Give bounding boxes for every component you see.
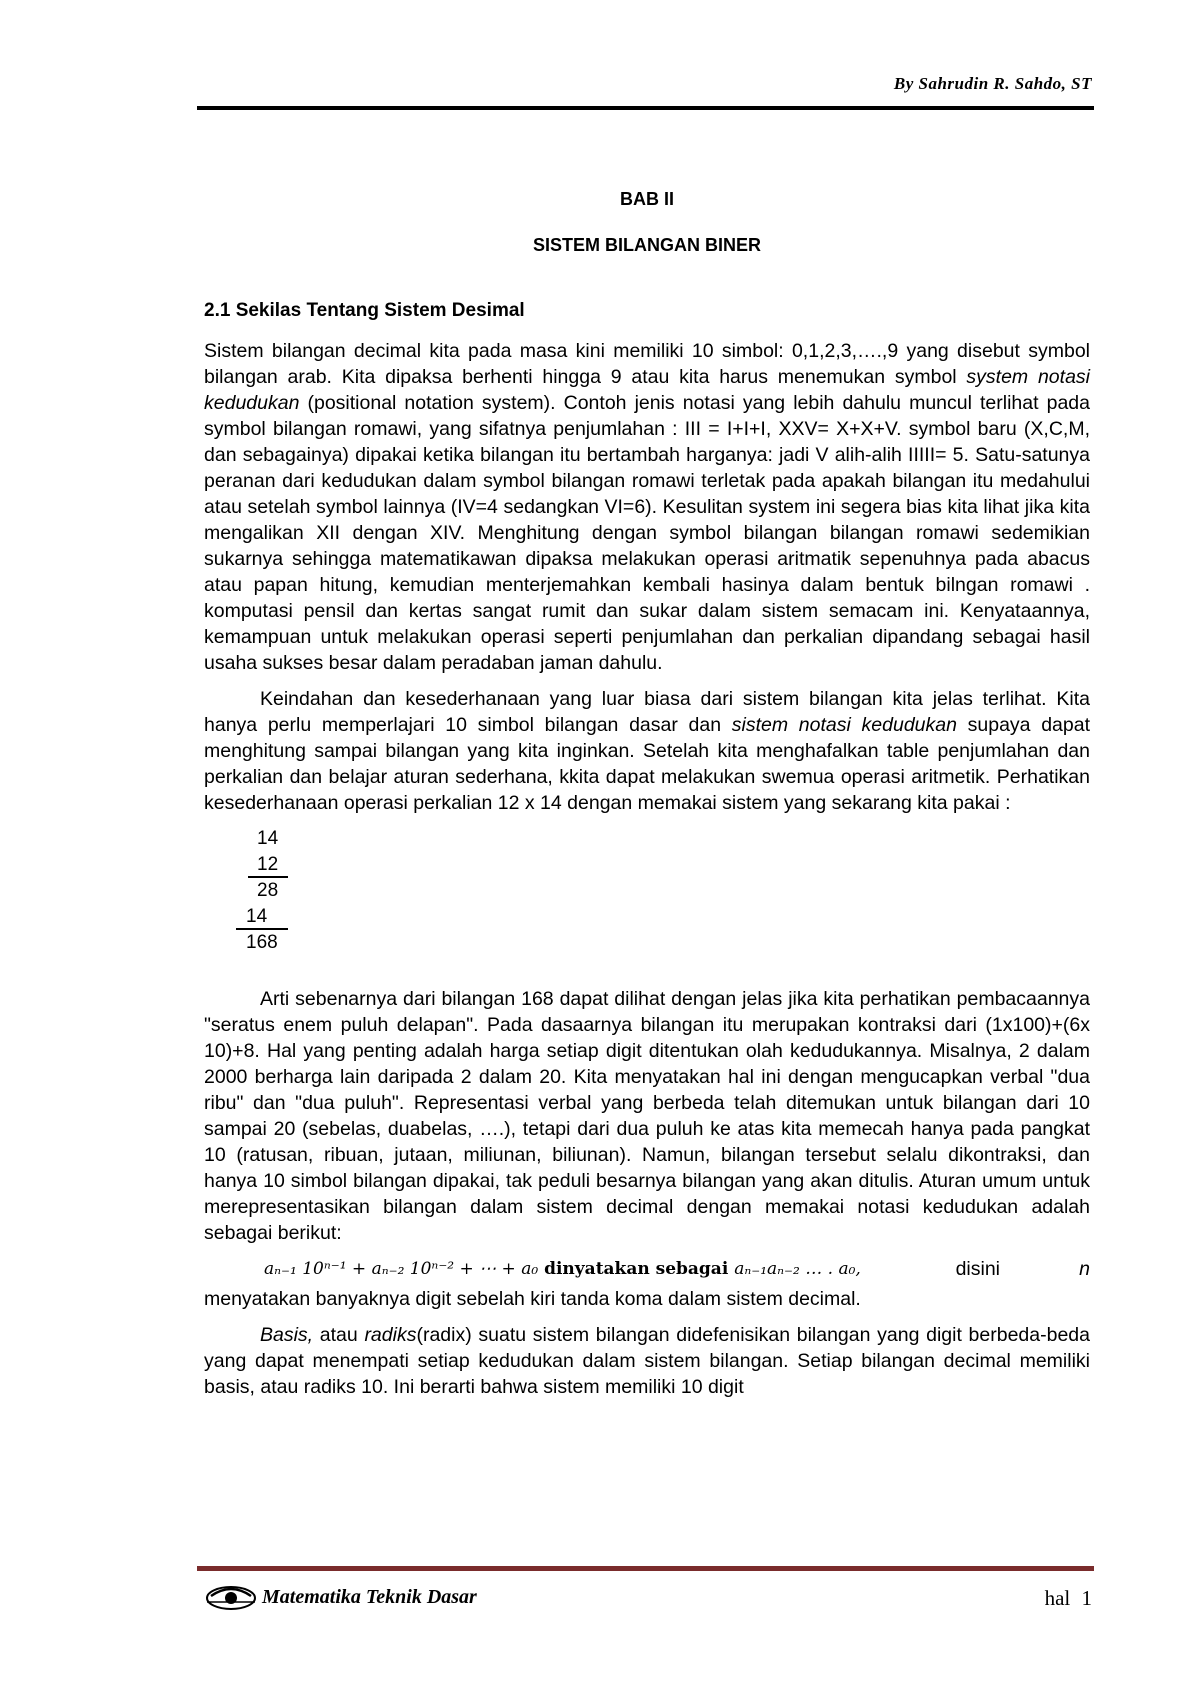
calc-partial-1: 28 (257, 880, 279, 901)
calc-multiplicand: 14 (257, 828, 279, 849)
paragraph-2 (204, 686, 1090, 816)
section-title: 2.1 Sekilas Tentang Sistem Desimal (204, 300, 525, 321)
paragraph-text: Sistem bilangan decimal kita pada masa kini memiliki 10 simbol: 0,1,2,3,….,9 yang disebut symbol bilangan arab. Kita dipaksa berhenti hingga 9 atau kita harus menemukan symbol (204, 340, 1090, 388)
paragraph-1 (204, 338, 1090, 676)
university-logo-icon (205, 1580, 257, 1612)
multiplication-example (204, 826, 1090, 958)
chapter-number: BAB II (620, 189, 674, 209)
formula-line (204, 1256, 1090, 1286)
header-author: By Sahrudin R. Sahdo, ST (893, 74, 1092, 93)
emphasis-text: system notasi kedudukan (204, 366, 1090, 414)
formula-variable: n (1079, 1258, 1090, 1280)
positional-notation-formula (264, 1256, 861, 1282)
formula-right: aₙ₋₁aₙ₋₂ … . a₀, (734, 1259, 861, 1279)
paragraph-text: atau (313, 1324, 365, 1346)
footer-title: Matematika Teknik Dasar (262, 1586, 477, 1608)
emphasis-text: radiks (364, 1324, 417, 1346)
formula-left: aₙ₋₁ 10ⁿ⁻¹ + aₙ₋₂ 10ⁿ⁻² + ⋯ + a₀ (264, 1259, 539, 1279)
calc-result: 168 (246, 932, 278, 953)
paragraph-text: supaya dapat menghitung sampai bilangan yang kita inginkan. Setelah kita menghafalkan table penjumlahan dan perkalian dan belajar aturan sederhana, kkita dapat melakukan swemua operasi aritmetik. Perhatikan kesederhanaan operasi perkalian 12 x 14 dengan memakai sistem yang sekarang kita pakai : (204, 714, 1091, 814)
page-number: hal 1 (1044, 1586, 1092, 1610)
paragraph-text: (positional notation system). Contoh jenis notasi yang lebih dahulu muncul terlihat pada symbol bilangan romawi, yang sifatnya penjumlahan : III = I+I+I, XXV= X+X+V. symbol baru (X,C,M, dan sebagainya) dipakai ketika bilangan itu bertambah harganya: jadi V alih-alih IIIII= 5. Satu-satunya peranan dari kedudukan dalam symbol bilangan romawi terletak pada apakah bilangan itu medahului atau setelah symbol lainnya (IV=4 sedangkan VI=6). Kesulitan system ini segera bias kita lihat jika kita mengalikan XII dengan XIV. Menghitung dengan symbol bilangan bilangan romawi sedemikian sukarnya sehingga matematikawan dipaksa melakukan operasi aritmatik sepenuhnya pada abacus atau papan hitung, kemudian menterjemahkan kembali hasinya dalam bentuk bilngan romawi . komputasi pensil dan kertas sangat rumit dan sukar dalam sistem semacam ini. Kenyataannya, kemampuan untuk melakukan operasi seperti penjumlahan dan perkalian dipandang sebagai hasil usaha sukses besar dalam peradaban jaman dahulu. (204, 392, 1090, 674)
paragraph-5 (204, 1322, 1090, 1400)
paragraph-text: (radix) suatu sistem bilangan didefenisikan bilangan yang digit berbeda-beda yang dapat menempati setiap kedudukan dalam sistem bilangan. Setiap bilangan decimal memiliki basis, atau radiks 10. Ini berarti bahwa sistem memiliki 10 digit (204, 1324, 1090, 1398)
paragraph-3: Arti sebenarnya dari bilangan 168 dapat dilihat dengan jelas jika kita perhatikan pembacaannya "seratus enem puluh delapan". Pada dasaarnya bilangan itu merupakan kontraksi dari (1x100)+(6x 10)+8. Hal yang penting adalah harga setiap digit ditentukan olah kedudukannya. Misalnya, 2 dalam 2000 berharga lain daripada 2 dalam 20. Kita menyatakan hal ini dengan mengucapkan verbal "dua ribu" dan "dua puluh". Representasi verbal yang berbeda telah ditemukan untuk bilangan dari 10 sampai 20 (sebelas, duabelas, ….), tetapi dari dua puluh ke atas kita memecah hanya pada pangkat 10 (ratusan, ribuan, jutaan, miliunan, biliunan). Namun, bilangan tersebut selalu dikontraksi, dan hanya 10 simbol bilangan dipakai, tak peduli besarnya bilangan yang akan ditulis. Aturan umum untuk merepresentasikan bilangan dalam sistem decimal dengan memakai notasi kedudukan adalah sebagai berikut: (204, 988, 1090, 1244)
chapter-title: SISTEM BILANGAN BINER (532, 235, 761, 255)
page-content (204, 186, 1090, 1410)
calc-partial-2: 14 (246, 906, 268, 927)
paragraph-4: menyatakan banyaknya digit sebelah kiri tanda koma dalam sistem decimal. (204, 1288, 861, 1310)
emphasis-text: Basis, (260, 1324, 314, 1346)
paragraph-text: Keindahan dan kesederhanaan yang luar biasa dari sistem bilangan kita jelas terlihat. Kita hanya perlu memperlajari 10 simbol bilangan dasar dan (204, 688, 1090, 736)
formula-tail: disini (955, 1258, 1000, 1280)
footer-rule (197, 1566, 1094, 1571)
emphasis-text: sistem notasi kedudukan (731, 714, 957, 736)
formula-middle: dinyatakan sebagai (538, 1259, 735, 1279)
header-rule (197, 106, 1094, 110)
calc-multiplier: 12 (257, 854, 279, 875)
